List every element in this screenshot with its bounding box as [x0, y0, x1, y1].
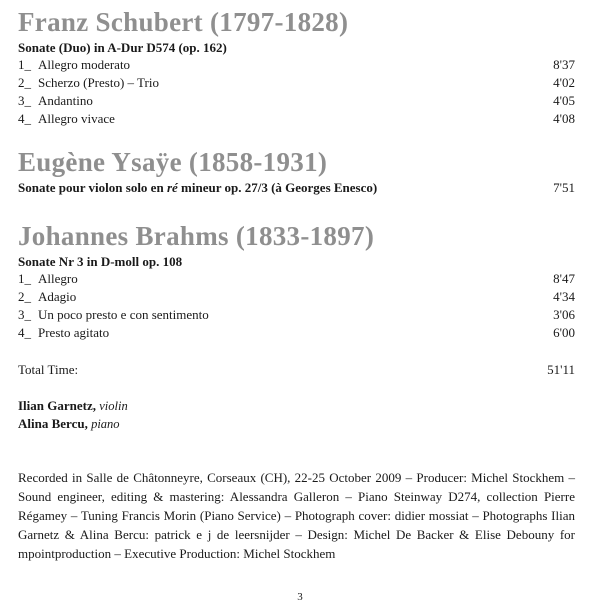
track-time: 3'06	[553, 307, 575, 322]
performer-instrument: piano	[91, 417, 120, 431]
track-title: Allegro vivace	[38, 111, 115, 126]
composer-heading: Eugène Ysaÿe (1858-1931)	[18, 147, 328, 177]
performer-name: Ilian Garnetz,	[18, 398, 96, 413]
track-number: 1_	[18, 57, 31, 72]
track-number: 3_	[18, 93, 31, 108]
work-title-text: Sonate Nr 3 in D-moll op. 108	[18, 254, 183, 269]
track-row	[18, 92, 575, 110]
track-row	[18, 56, 575, 74]
work-title	[18, 39, 575, 56]
schubert-section	[18, 5, 575, 128]
total-time-label: Total Time:	[18, 362, 79, 377]
track-time: 4'02	[553, 75, 575, 90]
track-number: 3_	[18, 307, 31, 322]
work-title-pre: Sonate pour violon solo en	[18, 180, 167, 195]
track-number: 4_	[18, 325, 31, 340]
track-row	[18, 270, 575, 288]
track-row	[18, 74, 575, 92]
track-row	[18, 288, 575, 306]
performer-name: Alina Bercu,	[18, 416, 88, 431]
performer-instrument: violin	[99, 399, 128, 413]
track-number: 2_	[18, 289, 31, 304]
track-row	[18, 324, 575, 342]
page-number: 3	[297, 591, 303, 603]
total-time-row	[18, 361, 575, 379]
work-title-text: Sonate (Duo) in A-Dur D574 (op. 162)	[18, 40, 227, 55]
track-time: 4'08	[553, 111, 575, 126]
track-title: Presto agitato	[38, 325, 110, 340]
track-row	[18, 306, 575, 324]
performer	[18, 397, 575, 415]
track-number: 4_	[18, 111, 31, 126]
track-title: Andantino	[38, 93, 93, 108]
performers	[18, 397, 575, 433]
track-number: 1_	[18, 271, 31, 286]
track-title: Adagio	[38, 289, 77, 304]
track-title: Allegro	[38, 271, 78, 286]
composer-heading: Franz Schubert (1797-1828)	[18, 7, 349, 37]
ysaye-section	[18, 145, 575, 196]
work-title-em: ré	[166, 180, 178, 195]
track-time: 4'34	[553, 289, 575, 304]
work-title	[18, 253, 575, 270]
track-title: Un poco presto e con sentimento	[38, 307, 209, 322]
track-number: 2_	[18, 75, 31, 90]
performer	[18, 415, 575, 433]
work-title	[18, 179, 575, 196]
track-time: 8'47	[553, 271, 575, 286]
track-title: Allegro moderato	[38, 57, 131, 72]
track-time: 8'37	[553, 57, 575, 72]
track-time: 6'00	[553, 325, 575, 340]
work-title-post: mineur op. 27/3 (à Georges Enesco)	[177, 180, 378, 195]
total-time-value: 51'11	[547, 362, 575, 377]
composer-heading: Johannes Brahms (1833-1897)	[18, 221, 375, 251]
recording-credits: Recorded in Salle de Châtonneyre, Corseaux (CH), 22-25 October 2009 – Producer: Michel Stockhem – Sound engineer, editing & mastering: Alessandra Galleron – Piano Steinway D274, collection Pierre Régamey – Tuning Francis Morin (Piano Service) – Photograph cover: didier mossiat – Photographs Ilian Garnetz & Alina Bercu: patrick e j de leersnijder – Design: Michel De Backer & Elise Debouny for mpointproduction – Executive Production: Michel Stockhem	[18, 470, 575, 561]
track-row	[18, 110, 575, 128]
track-time: 4'05	[553, 93, 575, 108]
brahms-section	[18, 219, 575, 342]
track-title: Scherzo (Presto) – Trio	[38, 75, 159, 90]
work-time: 7'51	[553, 180, 575, 195]
